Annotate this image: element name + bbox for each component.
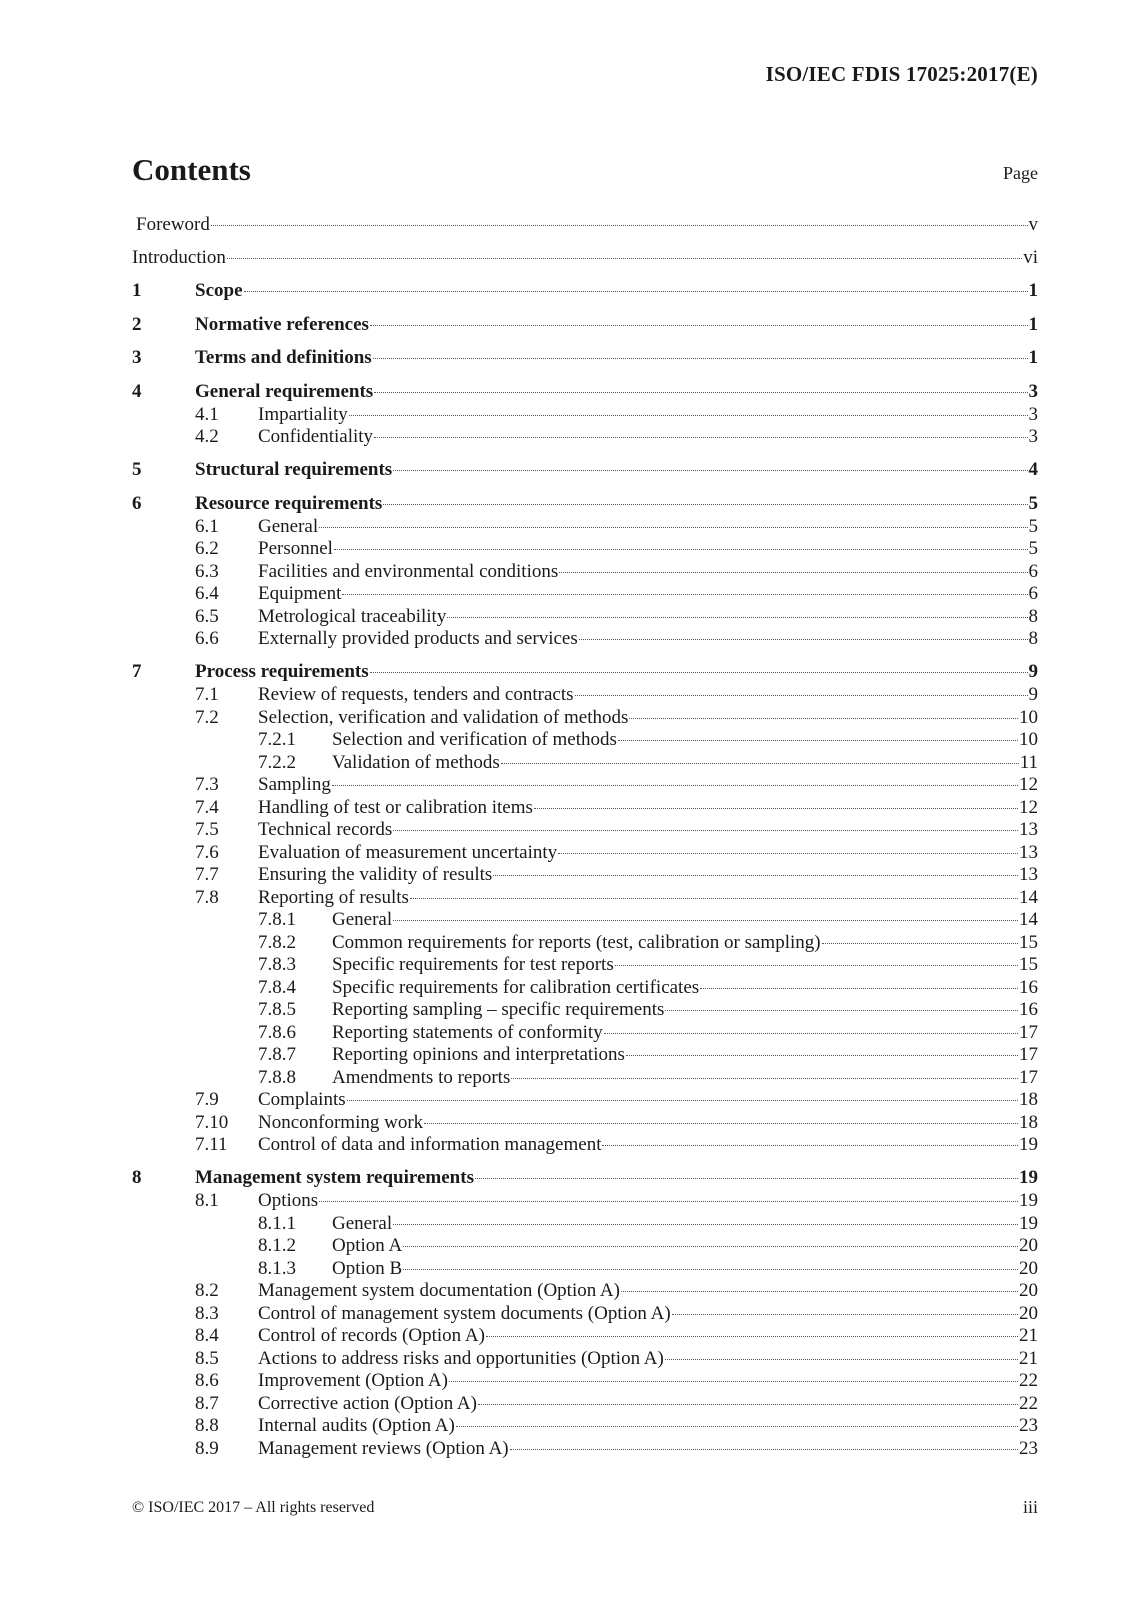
toc-entry-number: 7	[132, 661, 142, 682]
toc-entry[interactable]	[132, 774, 1038, 797]
toc-entry-page[interactable]: 9	[1028, 684, 1038, 705]
toc-entry-title[interactable]: Personnel	[258, 538, 333, 559]
toc-entry-title[interactable]: Option A	[332, 1235, 403, 1256]
toc-entry-page[interactable]: 17	[1019, 1044, 1038, 1065]
toc-entry-number: 8.5	[195, 1347, 219, 1369]
toc-entry[interactable]	[132, 628, 1038, 651]
toc-entry-page[interactable]: 3	[1028, 426, 1038, 447]
toc-entry-number: 7.7	[195, 864, 219, 885]
page-number: iii	[1022, 1497, 1038, 1517]
toc-entry[interactable]	[132, 314, 1038, 337]
toc-entry-page[interactable]: 15	[1019, 954, 1038, 975]
dot-leader	[374, 437, 1027, 438]
toc-entry[interactable]	[132, 887, 1038, 910]
toc-entry[interactable]	[132, 729, 1038, 752]
toc-entry-title[interactable]: Common requirements for reports (test, calibration or sampling)	[332, 931, 821, 953]
dot-leader	[447, 617, 1027, 618]
toc-entry-title[interactable]: Corrective action (Option A)	[258, 1392, 477, 1414]
toc-entry[interactable]	[132, 1303, 1038, 1326]
toc-entry-title[interactable]: Externally provided products and services	[258, 628, 578, 649]
toc-entry-number: 8.6	[195, 1370, 219, 1391]
toc-entry-title[interactable]: Ensuring the validity of results	[258, 864, 493, 885]
toc-entry-number: 7.10	[195, 1111, 229, 1133]
toc-entry-number: 7.8.4	[258, 976, 296, 998]
toc-entry-title[interactable]: Complaints	[258, 1089, 346, 1110]
toc-entry[interactable]	[132, 561, 1038, 584]
toc-entry-number: 8.3	[195, 1302, 219, 1324]
toc-entry-page[interactable]: 15	[1019, 931, 1038, 953]
toc-entry-title[interactable]: Evaluation of measurement uncertainty	[258, 841, 558, 863]
toc-entry-title[interactable]: Validation of methods	[332, 751, 500, 773]
toc-entry-title[interactable]: Technical records	[258, 819, 393, 840]
toc-entry-title[interactable]: Foreword	[136, 214, 210, 235]
toc-entry-number: 8.9	[195, 1437, 219, 1459]
toc-entry-page[interactable]: 5	[1028, 492, 1038, 514]
dot-leader	[672, 1314, 1018, 1315]
toc-entry[interactable]	[132, 932, 1038, 955]
toc-entry[interactable]	[132, 999, 1038, 1022]
toc-entry-title[interactable]: Amendments to reports	[332, 1066, 511, 1088]
toc-entry-page[interactable]: 19	[1019, 1167, 1038, 1188]
toc-entry-page[interactable]: 10	[1019, 729, 1038, 750]
toc-entry-title[interactable]: Reporting of results	[258, 886, 409, 908]
toc-entry-title[interactable]: Review of requests, tenders and contracts	[258, 684, 574, 705]
toc-entry-title[interactable]: Process requirements	[195, 661, 369, 682]
toc-entry[interactable]	[132, 909, 1038, 932]
dot-leader	[334, 549, 1028, 550]
toc-entry[interactable]	[132, 214, 1038, 237]
toc-entry-page[interactable]: 12	[1019, 774, 1038, 795]
toc-entry-title[interactable]: Metrological traceability	[258, 605, 447, 627]
toc-entry-title[interactable]: Option B	[332, 1257, 403, 1279]
toc-entry-page[interactable]: 8	[1028, 628, 1038, 649]
toc-entry-number: 1	[132, 280, 142, 301]
dot-leader	[665, 1010, 1018, 1011]
dot-leader	[342, 594, 1027, 595]
toc-entry-title[interactable]: Control of data and information management	[258, 1134, 602, 1155]
dot-leader	[511, 1078, 1018, 1079]
dot-leader	[700, 988, 1018, 989]
toc-entry[interactable]	[132, 977, 1038, 1000]
dot-leader	[475, 1178, 1018, 1179]
toc-entry[interactable]	[132, 1134, 1038, 1157]
toc-entry[interactable]	[132, 426, 1038, 449]
toc-entry[interactable]	[132, 1348, 1038, 1371]
toc-entry-title[interactable]: Management system requirements	[195, 1167, 474, 1188]
dot-leader	[602, 1145, 1018, 1146]
toc-entry-page[interactable]: 3	[1028, 380, 1038, 402]
toc-entry-number: 8	[132, 1167, 142, 1188]
toc-entry-number: 7.1	[195, 684, 219, 705]
dot-leader	[393, 1224, 1018, 1225]
dot-leader	[227, 258, 1022, 259]
dot-leader	[449, 1381, 1018, 1382]
dot-leader	[393, 830, 1018, 831]
toc-entry-page[interactable]: 19	[1019, 1190, 1038, 1211]
dot-leader	[349, 415, 1028, 416]
toc-entry-number: 6.4	[195, 583, 219, 604]
toc-entry-title[interactable]: Equipment	[258, 583, 342, 604]
dot-leader	[332, 785, 1018, 786]
toc-entry-number: 2	[132, 313, 142, 335]
toc-entry-number: 6.6	[195, 628, 219, 649]
toc-entry-page[interactable]: v	[1028, 214, 1038, 235]
toc-entry-number: 7.4	[195, 796, 219, 818]
dot-leader	[486, 1336, 1018, 1337]
toc-entry-number: 7.2.1	[258, 729, 296, 750]
toc-entry-title[interactable]: Introduction	[132, 247, 226, 268]
toc-entry-number: 8.7	[195, 1392, 219, 1414]
dot-leader	[604, 1033, 1018, 1034]
toc-entry-title[interactable]: Reporting opinions and interpretations	[332, 1044, 625, 1065]
toc-entry-page[interactable]: 6	[1028, 583, 1038, 604]
dot-leader	[575, 695, 1028, 696]
toc-entry[interactable]	[132, 516, 1038, 539]
toc-entry-page[interactable]: 23	[1019, 1437, 1038, 1459]
dot-leader	[393, 470, 1027, 471]
toc-entry[interactable]	[132, 1022, 1038, 1045]
toc-entry-number: 3	[132, 347, 142, 368]
toc-entry-page[interactable]: 21	[1019, 1347, 1038, 1369]
dot-leader	[456, 1426, 1018, 1427]
toc-entry[interactable]	[132, 1438, 1038, 1461]
toc-entry-page[interactable]: 19	[1019, 1212, 1038, 1234]
toc-entry-title[interactable]: Normative references	[195, 313, 369, 335]
toc-entry-number: 4	[132, 380, 142, 402]
dot-leader	[501, 763, 1019, 764]
dot-leader	[558, 853, 1018, 854]
toc-entry-number: 7.8.2	[258, 931, 296, 953]
toc-entry[interactable]	[132, 819, 1038, 842]
toc-entry-number: 6	[132, 492, 142, 514]
toc-entry-page[interactable]: 4	[1028, 459, 1038, 480]
toc-entry-page[interactable]: 23	[1019, 1415, 1038, 1436]
toc-entry[interactable]	[132, 280, 1038, 303]
toc-entry-page[interactable]: 13	[1019, 841, 1038, 863]
toc-entry-page[interactable]: 18	[1019, 1089, 1038, 1110]
toc-entry[interactable]	[132, 1370, 1038, 1393]
toc-entry-page[interactable]: 10	[1019, 706, 1038, 728]
toc-entry[interactable]	[132, 1213, 1038, 1236]
dot-leader	[373, 358, 1028, 359]
toc-entry-number: 5	[132, 459, 142, 480]
toc-entry-page[interactable]: 11	[1019, 751, 1038, 773]
toc-entry-number: 7.9	[195, 1089, 219, 1110]
toc-entry-number: 6.2	[195, 538, 219, 559]
dot-leader	[410, 898, 1018, 899]
toc-entry-page[interactable]: 14	[1019, 886, 1038, 908]
dot-leader	[621, 1291, 1018, 1292]
toc-entry-page[interactable]: 8	[1028, 605, 1038, 627]
toc-entry-number: 6.5	[195, 605, 219, 627]
dot-leader	[579, 639, 1028, 640]
toc-entry-number: 8.1	[195, 1190, 219, 1211]
toc-entry-number: 7.2.2	[258, 751, 296, 773]
toc-entry-number: 7.8	[195, 886, 219, 908]
toc-entry-number: 8.8	[195, 1415, 219, 1436]
toc-entry-page[interactable]: 17	[1019, 1066, 1038, 1088]
toc-entry-title[interactable]: Structural requirements	[195, 459, 393, 480]
toc-entry-number: 7.6	[195, 841, 219, 863]
toc-entry[interactable]	[132, 1044, 1038, 1067]
toc-entry[interactable]	[132, 752, 1038, 775]
toc-entry[interactable]	[132, 1280, 1038, 1303]
toc-entry-title[interactable]: Management reviews (Option A)	[258, 1437, 509, 1459]
toc-entry[interactable]	[132, 1067, 1038, 1090]
toc-entry-page[interactable]: 1	[1028, 313, 1038, 335]
toc-entry-title[interactable]: Reporting statements of conformity	[332, 1021, 603, 1043]
toc-entry-title[interactable]: Specific requirements for calibration certificates	[332, 976, 700, 998]
page-column-label: Page	[1003, 163, 1038, 183]
dot-leader	[370, 325, 1028, 326]
toc-entry-page[interactable]: 20	[1019, 1302, 1038, 1324]
toc-entry-number: 7.8.8	[258, 1066, 296, 1088]
dot-leader	[615, 965, 1018, 966]
dot-leader	[319, 527, 1027, 528]
toc-entry-title[interactable]: Handling of test or calibration items	[258, 796, 533, 818]
toc-entry-number: 8.1.2	[258, 1235, 296, 1256]
toc-entry-title[interactable]: Facilities and environmental conditions	[258, 560, 559, 582]
document-identifier: ISO/IEC FDIS 17025:2017(E)	[765, 62, 1038, 86]
toc-entry[interactable]	[132, 684, 1038, 707]
toc-entry[interactable]	[132, 538, 1038, 561]
toc-entry[interactable]	[132, 606, 1038, 629]
toc-entry-page[interactable]: 21	[1019, 1325, 1038, 1346]
toc-entry-title[interactable]: Scope	[195, 280, 243, 301]
dot-leader	[383, 504, 1027, 505]
toc-entry-title[interactable]: Internal audits (Option A)	[258, 1415, 455, 1436]
toc-entry-number: 7.5	[195, 819, 219, 840]
toc-entry-title[interactable]: Selection and verification of methods	[332, 729, 617, 750]
copyright-notice: © ISO/IEC 2017 – All rights reserved	[132, 1499, 375, 1516]
dot-leader	[493, 875, 1018, 876]
toc-entry[interactable]	[132, 864, 1038, 887]
toc-entry-number: 7.3	[195, 774, 219, 795]
toc-entry-title[interactable]: Impartiality	[258, 403, 348, 425]
toc-entry-title[interactable]: Selection, verification and validation of methods	[258, 706, 629, 728]
dot-leader	[211, 225, 1028, 226]
dot-leader	[244, 291, 1028, 292]
toc-entry-page[interactable]: 20	[1019, 1235, 1038, 1256]
toc-entry-title[interactable]: General	[332, 1212, 393, 1234]
toc-entry-page[interactable]: 19	[1019, 1134, 1038, 1155]
toc-entry-title[interactable]: Management system documentation (Option A)	[258, 1280, 620, 1301]
toc-entry-title[interactable]: Specific requirements for test reports	[332, 954, 614, 975]
dot-leader	[347, 1100, 1018, 1101]
dot-leader	[534, 808, 1018, 809]
toc-entry-title[interactable]: General requirements	[195, 380, 374, 402]
toc-entry-page[interactable]: 5	[1028, 515, 1038, 537]
dot-leader	[374, 392, 1027, 393]
toc-entry-title[interactable]: Actions to address risks and opportunities (Option A)	[258, 1347, 664, 1369]
toc-entry[interactable]	[132, 247, 1038, 270]
toc-entry[interactable]	[132, 661, 1038, 684]
toc-entry-page[interactable]: vi	[1023, 247, 1038, 268]
toc-entry[interactable]	[132, 459, 1038, 482]
toc-entry[interactable]	[132, 1112, 1038, 1135]
toc-entry-title[interactable]: Confidentiality	[258, 426, 374, 447]
toc-entry-page[interactable]: 20	[1019, 1280, 1038, 1301]
toc-entry-title[interactable]: Terms and definitions	[195, 347, 372, 368]
toc-entry[interactable]	[132, 1325, 1038, 1348]
dot-leader	[618, 740, 1018, 741]
toc-entry-number: 7.11	[195, 1134, 228, 1155]
toc-entry-number: 4.2	[195, 426, 219, 447]
dot-leader	[424, 1123, 1018, 1124]
toc-entry[interactable]	[132, 1393, 1038, 1416]
dot-leader	[629, 718, 1018, 719]
toc-entry[interactable]	[132, 842, 1038, 865]
toc-entry[interactable]	[132, 404, 1038, 427]
toc-entry-title[interactable]: Options	[258, 1190, 319, 1211]
dot-leader	[393, 920, 1018, 921]
toc-entry[interactable]	[132, 1167, 1038, 1190]
toc-entry[interactable]	[132, 707, 1038, 730]
toc-entry-page[interactable]: 3	[1028, 403, 1038, 425]
toc-entry[interactable]	[132, 1190, 1038, 1213]
toc-entry-page[interactable]: 1	[1028, 280, 1038, 301]
toc-entry-number: 7.2	[195, 706, 219, 728]
dot-leader	[665, 1359, 1018, 1360]
dot-leader	[478, 1404, 1018, 1405]
toc-entry-title[interactable]: Nonconforming work	[258, 1111, 424, 1133]
dot-leader	[370, 672, 1028, 673]
toc-entry-page[interactable]: 16	[1019, 999, 1038, 1020]
toc-entry[interactable]	[132, 797, 1038, 820]
toc-entry-title[interactable]: Improvement (Option A)	[258, 1370, 448, 1391]
toc-entry-page[interactable]: 13	[1019, 819, 1038, 840]
toc-entry-title[interactable]: Sampling	[258, 774, 331, 795]
toc-entry-title[interactable]: Control of records (Option A)	[258, 1325, 485, 1346]
toc-entry-page[interactable]: 1	[1028, 347, 1038, 368]
toc-entry-page[interactable]: 22	[1019, 1370, 1038, 1391]
toc-entry-number: 8.2	[195, 1280, 219, 1301]
toc-entry-title[interactable]: Resource requirements	[195, 492, 383, 514]
toc-entry-number: 7.8.1	[258, 909, 296, 930]
toc-entry-page[interactable]: 22	[1019, 1392, 1038, 1414]
toc-entry-page[interactable]: 20	[1019, 1257, 1038, 1279]
toc-entry-page[interactable]: 18	[1019, 1111, 1038, 1133]
toc-entry[interactable]	[132, 347, 1038, 370]
dot-leader	[626, 1055, 1018, 1056]
dot-leader	[319, 1201, 1018, 1202]
toc-entry-number: 6.1	[195, 515, 219, 537]
toc-entry[interactable]	[132, 1258, 1038, 1281]
toc-entry-number: 8.1.3	[258, 1257, 296, 1279]
dot-leader	[403, 1246, 1018, 1247]
table-of-contents	[132, 214, 1038, 1460]
toc-entry-number: 8.1.1	[258, 1212, 296, 1234]
toc-entry-title[interactable]: Reporting sampling – specific requirements	[332, 999, 665, 1020]
dot-leader	[510, 1449, 1018, 1450]
dot-leader	[403, 1269, 1018, 1270]
toc-entry-number: 7.8.3	[258, 954, 296, 975]
toc-entry-page[interactable]: 13	[1019, 864, 1038, 885]
toc-entry-page[interactable]: 5	[1028, 538, 1038, 559]
toc-entry[interactable]	[132, 1235, 1038, 1258]
toc-entry[interactable]	[132, 1089, 1038, 1112]
toc-entry-page[interactable]: 16	[1019, 976, 1038, 998]
dot-leader	[559, 572, 1027, 573]
toc-entry-page[interactable]: 9	[1028, 661, 1038, 682]
toc-entry-title[interactable]: Control of management system documents (Option A)	[258, 1302, 671, 1324]
page-title: Contents	[132, 152, 251, 187]
toc-entry[interactable]	[132, 493, 1038, 516]
toc-entry-title[interactable]: General	[332, 909, 393, 930]
toc-entry[interactable]	[132, 381, 1038, 404]
toc-entry-number: 6.3	[195, 560, 219, 582]
toc-entry[interactable]	[132, 583, 1038, 606]
toc-entry-number: 7.8.7	[258, 1044, 296, 1065]
dot-leader	[822, 943, 1018, 944]
toc-entry[interactable]	[132, 954, 1038, 977]
toc-entry-page[interactable]: 12	[1019, 796, 1038, 818]
toc-entry-page[interactable]: 14	[1019, 909, 1038, 930]
toc-entry-title[interactable]: General	[258, 515, 319, 537]
toc-entry-number: 8.4	[195, 1325, 219, 1346]
toc-entry-number: 7.8.5	[258, 999, 296, 1020]
toc-entry-number: 7.8.6	[258, 1021, 296, 1043]
toc-entry[interactable]	[132, 1415, 1038, 1438]
toc-entry-number: 4.1	[195, 403, 219, 425]
toc-entry-page[interactable]: 6	[1028, 560, 1038, 582]
toc-entry-page[interactable]: 17	[1019, 1021, 1038, 1043]
